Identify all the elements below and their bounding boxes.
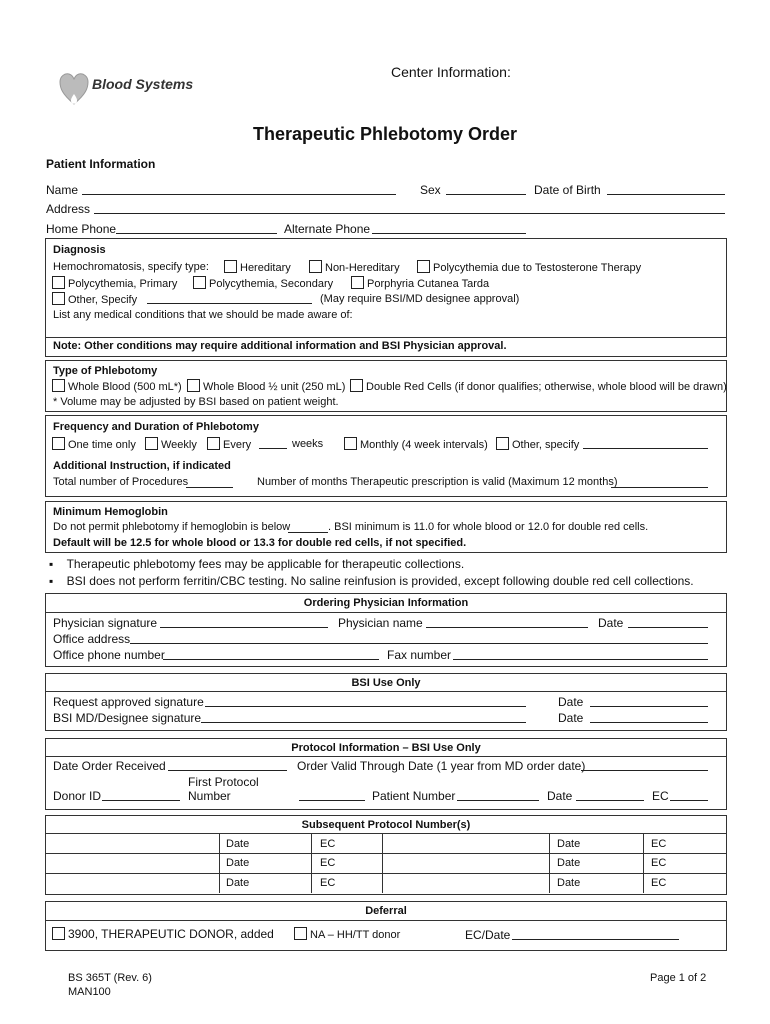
other-freq-field[interactable] [583, 448, 708, 449]
whole-blood-half-checkbox[interactable] [187, 379, 200, 392]
monthly-checkbox[interactable] [344, 437, 357, 450]
md-sig-label: BSI MD/Designee signature [53, 711, 202, 725]
sub-ec-label: EC [320, 877, 336, 889]
subsequent-heading: Subsequent Protocol Number(s) [301, 819, 471, 831]
hereditary-checkbox[interactable] [224, 260, 237, 273]
weekly-label: Weekly [161, 439, 197, 451]
deferral-3900-label: 3900, THERAPEUTIC DONOR, added [68, 927, 274, 941]
bullet-item-1: ▪ Therapeutic phlebotomy fees may be applicable for therapeutic collections. [49, 557, 465, 571]
date-received-label: Date Order Received [53, 759, 166, 773]
non-hereditary-checkbox[interactable] [309, 260, 322, 273]
sub-date-label: Date [557, 838, 581, 850]
other-freq-checkbox[interactable] [496, 437, 509, 450]
date-received-field[interactable] [168, 770, 287, 771]
sub-date-label: Date [226, 857, 250, 869]
logo-text: Blood Systems [92, 76, 194, 92]
protocol-date-label: Date [547, 789, 573, 803]
protocol-ec-label: EC [652, 789, 669, 803]
home-phone-field[interactable] [116, 233, 277, 234]
ec-date-field[interactable] [512, 939, 679, 940]
diagnosis-note: Note: Other conditions may require additional information and BSI Physician approval. [53, 340, 507, 352]
na-hh-option[interactable] [294, 927, 400, 941]
sub-date-label: Date [557, 857, 581, 869]
testosterone-label: Polycythemia due to Testosterone Therapy [433, 262, 642, 274]
first-protocol-label: First Protocol [188, 775, 259, 789]
name-field[interactable] [82, 194, 396, 195]
fax-field[interactable] [453, 659, 708, 660]
physician-name-label: Physician name [338, 616, 423, 630]
office-address-field[interactable] [130, 643, 708, 644]
bsi-minimum-text: . BSI minimum is 11.0 for whole blood or 12.0 for double red cells. [328, 521, 649, 533]
total-procedures-label: Total number of Procedures [53, 476, 189, 488]
md-date-field[interactable] [590, 722, 708, 723]
name-label: Name [46, 183, 79, 197]
other-freq-option[interactable] [496, 437, 579, 451]
patient-number-label: Patient Number [372, 789, 456, 803]
center-info-label: Center Information: [391, 64, 511, 80]
sub-ec-label: EC [651, 877, 667, 889]
double-red-checkbox[interactable] [350, 379, 363, 392]
sub-date-label: Date [557, 877, 581, 889]
other-specify-checkbox[interactable] [52, 292, 65, 305]
bsi-use-heading: BSI Use Only [351, 677, 421, 689]
phlebotomy-type-heading: Type of Phlebotomy [53, 365, 158, 377]
deferral-3900-checkbox[interactable] [52, 927, 65, 940]
md-sig-field[interactable] [201, 722, 526, 723]
months-valid-field[interactable] [611, 487, 708, 488]
address-label: Address [46, 202, 91, 216]
min-hemoglobin-field[interactable] [288, 532, 328, 533]
non-hereditary-option[interactable] [309, 260, 400, 274]
poly-primary-option[interactable] [52, 276, 177, 290]
deferral-3900-option[interactable] [52, 927, 274, 941]
weekly-option[interactable] [145, 437, 197, 451]
donor-id-label: Donor ID [53, 789, 102, 803]
alt-phone-label: Alternate Phone [284, 222, 371, 236]
request-sig-field[interactable] [205, 706, 526, 707]
one-time-label: One time only [68, 439, 136, 451]
default-hemoglobin-text: Default will be 12.5 for whole blood or 13.3 for double red cells, if not specified. [53, 537, 467, 549]
physician-signature-label: Physician signature [53, 616, 158, 630]
bullet-item-2: ▪ BSI does not perform ferritin/CBC testing. No saline reinfusion is provided, except following double red cell collections. [49, 574, 694, 588]
additional-heading: Additional Instruction, if indicated [53, 460, 231, 472]
blood-systems-logo-icon [58, 70, 90, 110]
hereditary-option[interactable] [224, 260, 291, 274]
list-conditions-label: List any medical conditions that we should be made aware of: [53, 309, 353, 321]
porphyria-option[interactable] [351, 276, 489, 290]
poly-secondary-label: Polycythemia, Secondary [209, 278, 334, 290]
donor-id-field[interactable] [102, 800, 180, 801]
man-number: MAN100 [68, 986, 111, 998]
page-number: Page 1 of 2 [650, 972, 707, 984]
every-checkbox[interactable] [207, 437, 220, 450]
testosterone-checkbox[interactable] [417, 260, 430, 273]
sub-ec-label: EC [320, 857, 336, 869]
physician-heading: Ordering Physician Information [303, 597, 469, 609]
dob-label: Date of Birth [534, 183, 601, 197]
months-valid-label: Number of months Therapeutic prescription is valid (Maximum 12 months) [257, 476, 618, 488]
sub-ec-label: EC [320, 838, 336, 850]
every-weeks-field[interactable] [259, 448, 287, 449]
diagnosis-heading: Diagnosis [53, 244, 106, 256]
sex-field[interactable] [446, 194, 526, 195]
monthly-option[interactable] [344, 437, 488, 451]
form-id: BS 365T (Rev. 6) [68, 972, 152, 984]
whole-blood-500-option[interactable] [52, 379, 182, 393]
patient-number-field[interactable] [457, 800, 539, 801]
valid-through-field[interactable] [581, 770, 708, 771]
poly-secondary-option[interactable] [193, 276, 333, 290]
physician-date-field[interactable] [628, 627, 708, 628]
one-time-checkbox[interactable] [52, 437, 65, 450]
page-title: Therapeutic Phlebotomy Order [252, 124, 518, 144]
valid-through-label: Order Valid Through Date (1 year from MD order date) [297, 759, 586, 773]
protocol-ec-field[interactable] [670, 800, 708, 801]
frequency-heading: Frequency and Duration of Phlebotomy [53, 421, 259, 433]
dob-field[interactable] [607, 194, 725, 195]
hemo-label: Hemochromatosis, specify type: [53, 261, 209, 273]
sub-ec-label: EC [651, 857, 667, 869]
porphyria-label: Porphyria Cutanea Tarda [367, 278, 490, 290]
poly-secondary-checkbox[interactable] [193, 276, 206, 289]
double-red-option[interactable] [350, 379, 727, 393]
deferral-heading: Deferral [365, 905, 407, 917]
first-protocol-number-label: Number [188, 789, 231, 803]
home-phone-label: Home Phone [46, 222, 117, 236]
whole-blood-half-option[interactable] [187, 379, 345, 393]
physician-date-label: Date [598, 616, 624, 630]
protocol-heading: Protocol Information – BSI Use Only [291, 742, 481, 754]
whole-blood-500-label: Whole Blood (500 mL*) [68, 381, 182, 393]
sex-label: Sex [420, 183, 441, 197]
fax-label: Fax number [387, 648, 452, 662]
na-hh-checkbox[interactable] [294, 927, 307, 940]
hereditary-label: Hereditary [240, 262, 291, 274]
every-option[interactable] [207, 437, 251, 451]
do-not-permit-label: Do not permit phlebotomy if hemoglobin is below [53, 521, 291, 533]
poly-primary-checkbox[interactable] [52, 276, 65, 289]
request-date-label: Date [558, 695, 584, 709]
physician-signature-field[interactable] [160, 627, 328, 628]
may-require-note: (May require BSI/MD designee approval) [320, 293, 520, 305]
non-hereditary-label: Non-Hereditary [325, 262, 400, 274]
other-specify-label: Other, Specify [68, 294, 138, 306]
protocol-date-field[interactable] [576, 800, 644, 801]
weekly-checkbox[interactable] [145, 437, 158, 450]
sub-ec-label: EC [651, 838, 667, 850]
other-specify-option[interactable] [52, 292, 137, 306]
office-phone-field[interactable] [163, 659, 379, 660]
na-hh-label: NA – HH/TT donor [310, 929, 401, 941]
sub-date-label: Date [226, 877, 250, 889]
testosterone-option[interactable] [417, 260, 641, 274]
weeks-label: weeks [292, 438, 324, 450]
whole-blood-500-checkbox[interactable] [52, 379, 65, 392]
porphyria-checkbox[interactable] [351, 276, 364, 289]
hemoglobin-heading: Minimum Hemoglobin [53, 506, 168, 518]
office-phone-label: Office phone number [53, 648, 165, 662]
request-sig-label: Request approved signature [53, 695, 204, 709]
ec-date-label: EC/Date [465, 928, 511, 942]
alt-phone-field[interactable] [372, 233, 526, 234]
double-red-label: Double Red Cells (if donor qualifies; otherwise, whole blood will be drawn) [366, 381, 727, 393]
poly-primary-label: Polycythemia, Primary [68, 278, 178, 290]
request-date-field[interactable] [590, 706, 708, 707]
other-freq-label: Other, specify [512, 439, 580, 451]
address-field[interactable] [94, 213, 725, 214]
whole-blood-half-label: Whole Blood ½ unit (250 mL) [203, 381, 346, 393]
every-label: Every [223, 439, 252, 451]
one-time-option[interactable] [52, 437, 136, 451]
patient-heading: Patient Information [46, 157, 156, 171]
other-specify-field[interactable] [147, 303, 312, 304]
office-address-label: Office address [53, 632, 131, 646]
volume-note: * Volume may be adjusted by BSI based on patient weight. [53, 396, 339, 408]
first-protocol-field[interactable] [299, 800, 365, 801]
physician-name-field[interactable] [426, 627, 588, 628]
total-procedures-field[interactable] [186, 487, 233, 488]
md-date-label: Date [558, 711, 584, 725]
sub-date-label: Date [226, 838, 250, 850]
monthly-label: Monthly (4 week intervals) [360, 439, 488, 451]
